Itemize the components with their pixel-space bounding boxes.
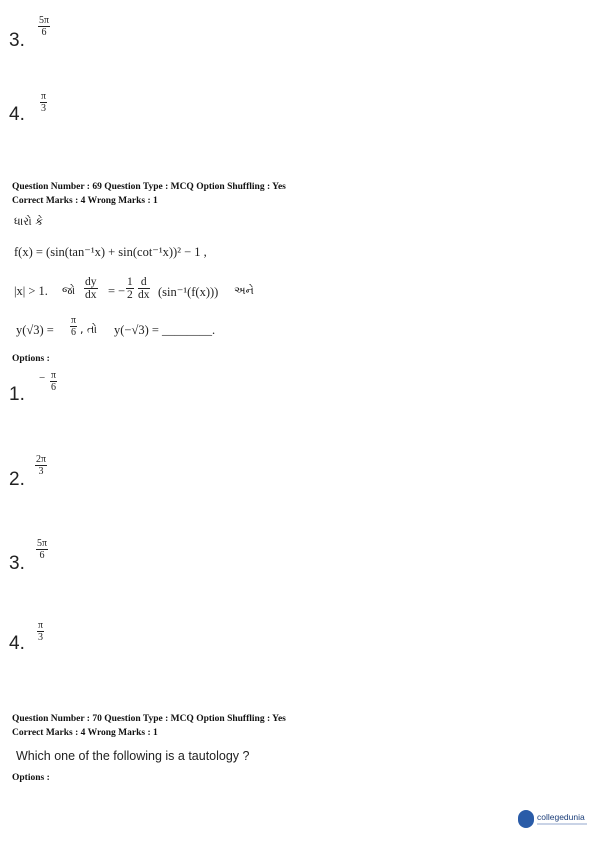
then-word: , તો bbox=[80, 323, 98, 336]
fraction-numerator: 5π bbox=[37, 538, 48, 549]
fraction-numerator: π bbox=[41, 91, 47, 102]
options-label: Options : bbox=[12, 773, 50, 783]
pi-over-6-fraction bbox=[70, 315, 77, 338]
option-number: 1. bbox=[9, 384, 25, 405]
fraction-numerator: π bbox=[51, 370, 57, 381]
fraction-denominator: 6 bbox=[41, 27, 47, 38]
condition-text: |x| > 1. bbox=[14, 284, 48, 298]
question-marks: Correct Marks : 4 Wrong Marks : 1 bbox=[12, 196, 158, 206]
fraction-denominator: 6 bbox=[71, 327, 77, 338]
minus-sign: − bbox=[39, 372, 46, 384]
y-condition: y(√3) = bbox=[16, 323, 54, 337]
option-number: 4. bbox=[9, 633, 25, 654]
fraction-denominator: 3 bbox=[38, 466, 44, 477]
minus-sign: − bbox=[118, 284, 126, 298]
fraction-denominator: dx bbox=[85, 289, 97, 301]
collegedunia-logo bbox=[518, 808, 590, 832]
collegedunia-logo-icon bbox=[518, 810, 534, 828]
and-word: અને bbox=[234, 284, 254, 297]
fraction-numerator: dy bbox=[85, 276, 97, 288]
option-number: 3. bbox=[9, 30, 25, 51]
options-label: Options : bbox=[12, 354, 50, 364]
fraction-denominator: 6 bbox=[39, 550, 45, 561]
option-number: 2. bbox=[9, 469, 25, 490]
fraction-numerator: 2π bbox=[36, 454, 47, 465]
fraction-denominator: 3 bbox=[41, 103, 47, 114]
logo-tagline-bar bbox=[537, 823, 587, 825]
option-fraction bbox=[35, 454, 47, 477]
fraction-denominator: 3 bbox=[38, 632, 44, 643]
half-fraction bbox=[126, 276, 134, 301]
option-number: 4. bbox=[9, 104, 25, 125]
option-number: 3. bbox=[9, 553, 25, 574]
option-fraction bbox=[50, 370, 57, 393]
ddx-fraction bbox=[138, 276, 150, 301]
option-fraction bbox=[38, 15, 50, 38]
equals-sign: = bbox=[108, 284, 116, 298]
fraction-numerator: d bbox=[138, 276, 150, 289]
fraction-numerator: π bbox=[71, 315, 77, 326]
y-question: y(−√3) = ________. bbox=[114, 323, 216, 337]
fraction-numerator: 5π bbox=[39, 15, 50, 26]
fraction-denominator: 2 bbox=[127, 289, 133, 301]
option-fraction bbox=[40, 91, 47, 114]
equation-rhs: (sin⁻¹(f(x))) bbox=[158, 285, 219, 299]
equation-f: f(x) = (sin(tan⁻¹x) + sin(cot⁻¹x))² − 1 , bbox=[14, 245, 207, 259]
fraction-denominator: dx bbox=[138, 289, 150, 301]
if-word: જો bbox=[62, 284, 76, 297]
option-fraction bbox=[37, 620, 44, 643]
fraction-numerator: π bbox=[38, 620, 44, 631]
fraction-numerator: 1 bbox=[127, 276, 133, 288]
option-fraction bbox=[36, 538, 48, 561]
question-intro: ધારો કે bbox=[14, 215, 43, 228]
question-marks: Correct Marks : 4 Wrong Marks : 1 bbox=[12, 728, 158, 738]
question-header: Question Number : 69 Question Type : MCQ Option Shuffling : Yes bbox=[12, 182, 286, 192]
logo-text: collegedunia bbox=[537, 812, 585, 822]
question-text: Which one of the following is a tautology ? bbox=[16, 749, 250, 763]
dydx-fraction bbox=[84, 276, 98, 301]
fraction-denominator: 6 bbox=[51, 382, 57, 393]
question-header: Question Number : 70 Question Type : MCQ Option Shuffling : Yes bbox=[12, 714, 286, 724]
